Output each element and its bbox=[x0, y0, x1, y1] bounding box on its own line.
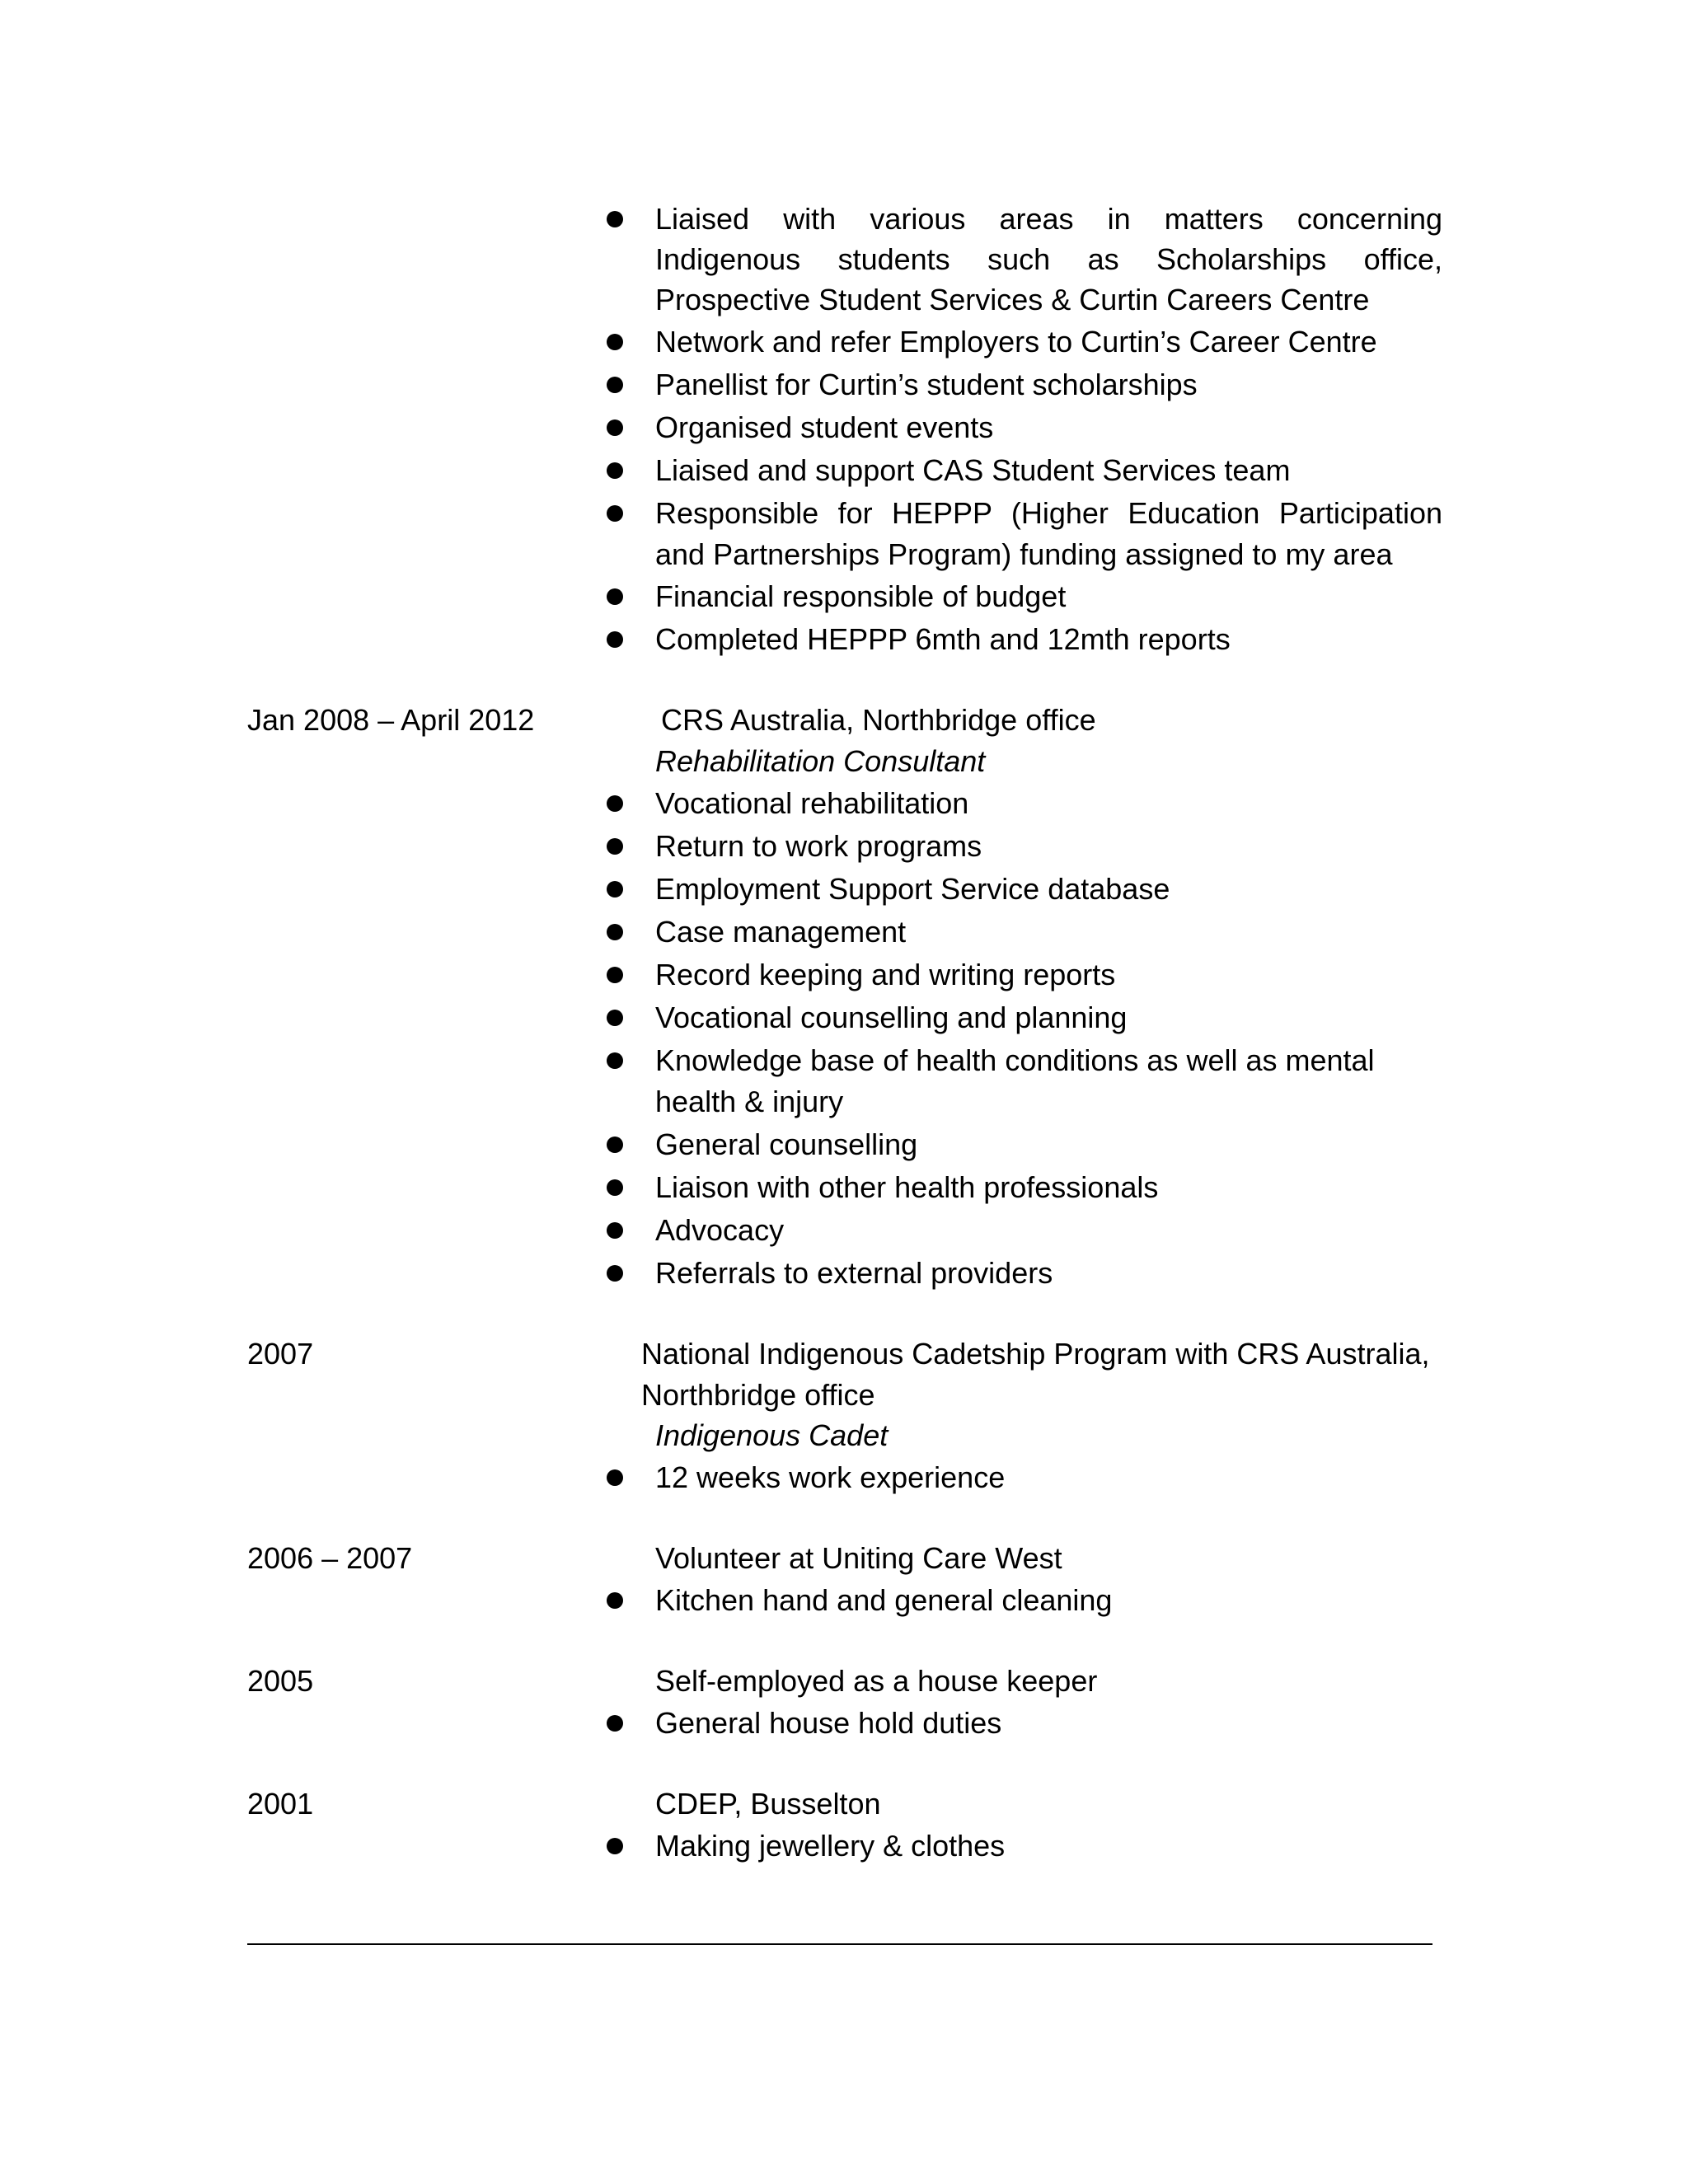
bullet-text: Making jewellery & clothes bbox=[655, 1829, 1006, 1863]
bullet-icon bbox=[607, 967, 623, 983]
bullet-icon bbox=[607, 505, 623, 522]
job-title: Indigenous Cadet bbox=[655, 1418, 889, 1452]
bullet-text: Responsible for HEPPP (Higher Education Participation bbox=[655, 496, 1442, 530]
date-range: 2001 bbox=[247, 1787, 314, 1821]
bullet-text: Return to work programs bbox=[655, 829, 982, 863]
horizontal-rule bbox=[247, 1943, 1432, 1945]
bullet-icon bbox=[607, 211, 623, 227]
bullet-icon bbox=[607, 838, 623, 855]
bullet-icon bbox=[607, 795, 623, 812]
bullet-text: Financial responsible of budget bbox=[655, 579, 1067, 613]
employer-name: CRS Australia, Northbridge office bbox=[661, 703, 1096, 737]
bullet-text: Organised student events bbox=[655, 410, 994, 444]
date-range: 2005 bbox=[247, 1664, 314, 1698]
bullet-text: Indigenous students such as Scholarships office, bbox=[655, 242, 1442, 276]
bullet-text: Knowledge base of health conditions as well as mental bbox=[655, 1043, 1375, 1077]
employer-name: National Indigenous Cadetship Program with CRS Australia, bbox=[641, 1337, 1430, 1371]
bullet-icon bbox=[607, 1592, 623, 1609]
bullet-icon bbox=[607, 1469, 623, 1486]
employer-name: Volunteer at Uniting Care West bbox=[655, 1541, 1062, 1575]
bullet-icon bbox=[607, 377, 623, 393]
bullet-icon bbox=[607, 1265, 623, 1282]
bullet-text: Liaised with various areas in matters concerning bbox=[655, 202, 1442, 236]
bullet-text: General house hold duties bbox=[655, 1706, 1002, 1740]
bullet-text: Liaised and support CAS Student Services team bbox=[655, 453, 1291, 487]
bullet-icon bbox=[607, 881, 623, 898]
bullet-icon bbox=[607, 462, 623, 479]
bullet-icon bbox=[607, 1715, 623, 1732]
bullet-icon bbox=[607, 1010, 623, 1026]
bullet-text: General counselling bbox=[655, 1127, 918, 1161]
bullet-text: 12 weeks work experience bbox=[655, 1460, 1006, 1494]
bullet-text: Prospective Student Services & Curtin Careers Centre bbox=[655, 283, 1370, 316]
bullet-text: Panellist for Curtin’s student scholarships bbox=[655, 368, 1198, 401]
job-title: Rehabilitation Consultant bbox=[655, 744, 986, 778]
employer-name: Northbridge office bbox=[641, 1378, 875, 1412]
bullet-text: Record keeping and writing reports bbox=[655, 958, 1116, 991]
bullet-icon bbox=[607, 419, 623, 436]
bullet-text: Case management bbox=[655, 915, 907, 949]
bullet-text: Network and refer Employers to Curtin’s Career Centre bbox=[655, 325, 1377, 359]
bullet-icon bbox=[607, 1137, 623, 1153]
employer-name: Self-employed as a house keeper bbox=[655, 1664, 1098, 1698]
bullet-icon bbox=[607, 1179, 623, 1196]
bullet-text: Kitchen hand and general cleaning bbox=[655, 1583, 1113, 1617]
bullet-text: Completed HEPPP 6mth and 12mth reports bbox=[655, 622, 1231, 656]
date-range: 2006 – 2007 bbox=[247, 1541, 413, 1575]
date-range: Jan 2008 – April 2012 bbox=[247, 703, 535, 737]
bullet-text: Advocacy bbox=[655, 1213, 785, 1247]
bullet-icon bbox=[607, 1222, 623, 1239]
bullet-text: and Partnerships Program) funding assigned to my area bbox=[655, 537, 1393, 571]
bullet-icon bbox=[607, 631, 623, 648]
employer-name: CDEP, Busselton bbox=[655, 1787, 881, 1821]
bullet-text: Vocational rehabilitation bbox=[655, 786, 969, 820]
bullet-text: Liaison with other health professionals bbox=[655, 1170, 1159, 1204]
bullet-text: health & injury bbox=[655, 1085, 844, 1118]
bullet-icon bbox=[607, 334, 623, 350]
bullet-icon bbox=[607, 1052, 623, 1069]
bullet-text: Referrals to external providers bbox=[655, 1256, 1053, 1290]
bullet-icon bbox=[607, 588, 623, 605]
bullet-text: Vocational counselling and planning bbox=[655, 1001, 1128, 1034]
bullet-text: Employment Support Service database bbox=[655, 872, 1170, 906]
date-range: 2007 bbox=[247, 1337, 314, 1371]
bullet-icon bbox=[607, 924, 623, 940]
bullet-icon bbox=[607, 1838, 623, 1854]
